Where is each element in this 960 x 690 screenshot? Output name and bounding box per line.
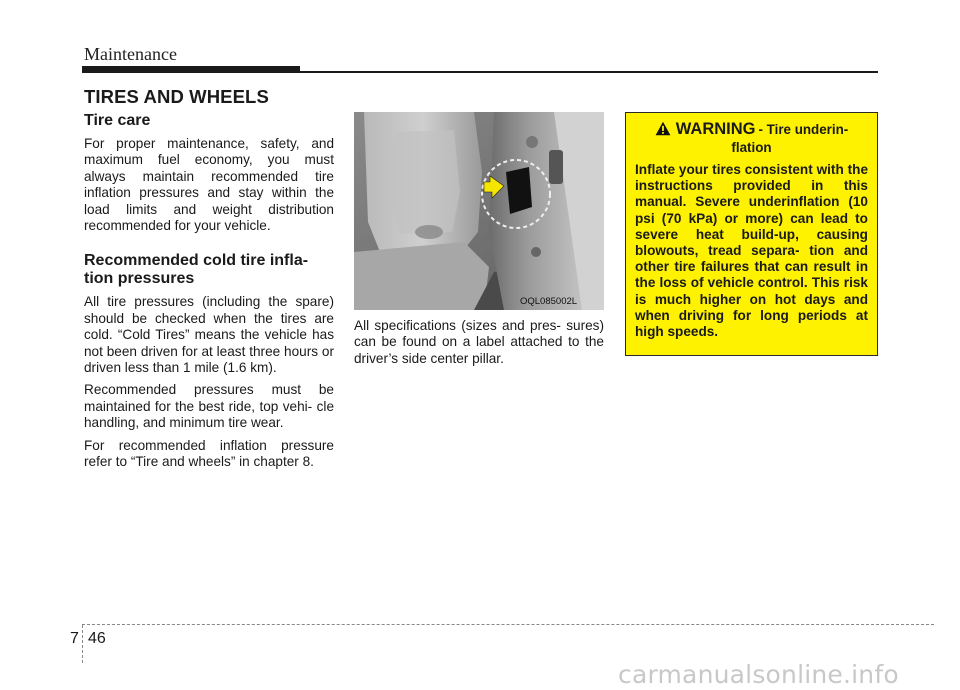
- footer-chapter-number: 7: [70, 630, 79, 647]
- footer-page-separator: [82, 625, 83, 663]
- door-pillar-photo: [354, 112, 604, 310]
- warning-header: [635, 121, 868, 156]
- warning-box: [625, 112, 878, 356]
- cold-pressure-paragraph-2: Recommended pressures must be maintained for the best ride, top vehi- cle handling, and minimum tire wear.: [84, 382, 334, 431]
- section-title: TIRES AND WHEELS: [84, 86, 269, 107]
- warning-triangle-icon: [655, 121, 671, 140]
- warning-title: - Tire underin- flation: [731, 122, 849, 155]
- watermark-text: carmanualsonline.info: [618, 660, 899, 689]
- cold-pressure-paragraph-3: For recommended inflation pressure refer to “Tire and wheels” in chapter 8.: [84, 437, 334, 470]
- tire-care-heading: Tire care: [84, 112, 151, 129]
- left-column: [84, 112, 334, 477]
- tire-care-paragraph: For proper maintenance, safety, and maximum fuel economy, you must always maintain recommended tire inflation pressures and stay within the load limits and weight distribution recommended for your vehicle.: [84, 136, 334, 234]
- footer-page-number: 46: [88, 630, 106, 647]
- footer-divider: [82, 624, 934, 625]
- figure-code: OQL085002L: [520, 296, 578, 307]
- cold-pressure-paragraph-1: All tire pressures (including the spare) should be checked when the tires are cold. “Cold Tires” means the vehicle has not been driven for at least three hours or driven less than 1 mile (1.6 km).: [84, 294, 334, 376]
- header-rule-thick: [82, 66, 300, 73]
- header-rule-thin: [300, 71, 878, 73]
- middle-column: [354, 318, 604, 367]
- figure-caption: All specifications (sizes and pres- sures) can be found on a label attached to the driver’s side center pillar.: [354, 318, 604, 366]
- warning-word: WARNING: [675, 120, 756, 138]
- cold-pressure-heading: Recommended cold tire infla- tion pressures: [84, 252, 309, 288]
- chapter-header-title: Maintenance: [84, 44, 177, 64]
- warning-body: Inflate your tires consistent with the instructions provided in this manual. Severe underinflation (10 psi (70 kPa) or more) can lead to severe heat build-up, causing blowouts, tread separa- tion and other tire failures that can result in the loss of vehicle control. This risk is much higher on hot days and when driving for long periods at high speeds.: [635, 162, 868, 340]
